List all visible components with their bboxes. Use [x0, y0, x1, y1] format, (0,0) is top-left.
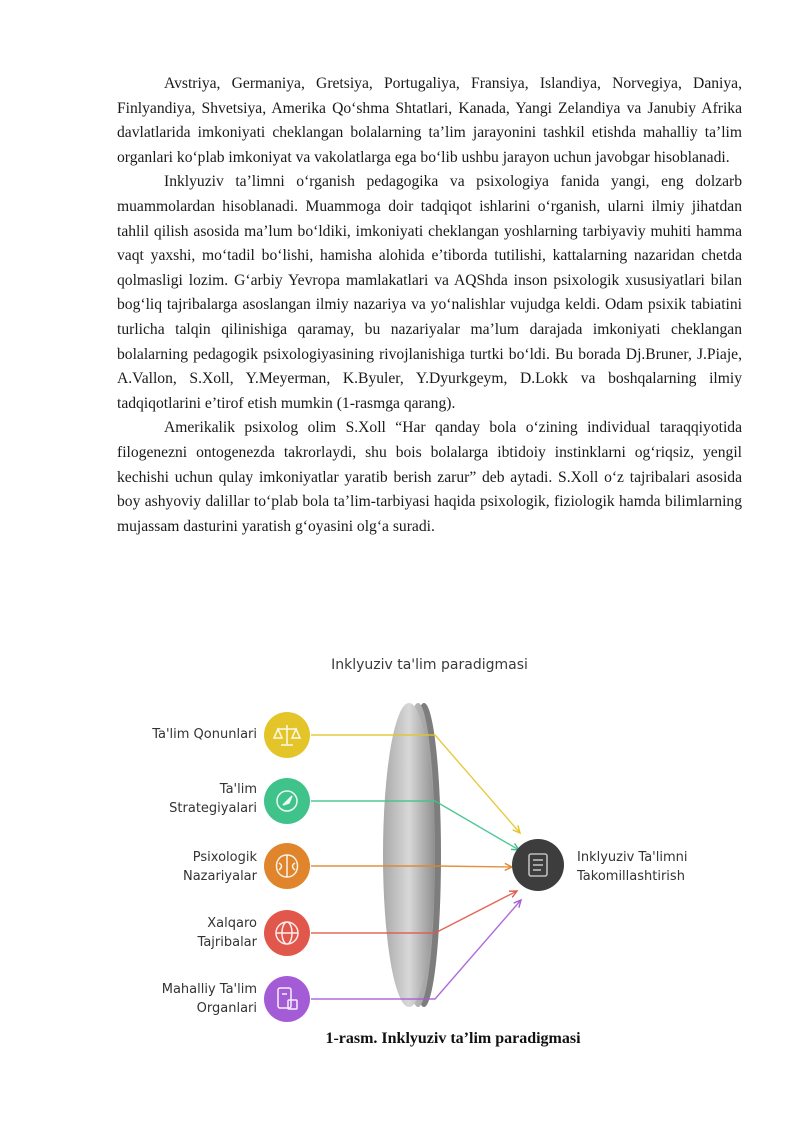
body-text [117, 72, 742, 539]
input-label-3: Psixologik Nazariyalar [182, 850, 257, 884]
input-nodes [264, 712, 310, 1022]
diagram-canvas [117, 652, 742, 1032]
paragraph-3: Amerikalik psixolog olim S.Xoll “Har qanday bola o‘zining individual taraqqiyotida filogenezni ontogenezda takrorlaydi, shu bois bolalarga ibtidoiy instinklarni og‘riqsiz, yengil kechishi uchun qulay imkoniyatlar yaratib berish zarur” deb aytadi. S.Xoll o‘z tajribalari asosida boy ashyoviy dalillar to‘plab bola ta’lim-tarbiyasi haqida psixologik, fiziologik hamda bilimlarning mujassam dasturini yaratish g‘oyasini olg‘a suradi. [117, 419, 742, 535]
input-label-5: Mahalliy Ta'lim Organlari [161, 982, 257, 1016]
input-label-4: Xalqaro Tajribalar [197, 916, 257, 950]
input-label-2: Ta'lim Strategiyalari [169, 782, 257, 816]
input-node-4 [264, 910, 310, 956]
lens-shape [383, 703, 441, 1007]
output-node [512, 839, 564, 891]
input-label-1: Ta'lim Qonunlari [152, 727, 257, 742]
paradigm-diagram [117, 652, 742, 1032]
output-label: Inklyuziv Ta'limni Takomillashtirish [577, 850, 688, 884]
input-node-1 [264, 712, 310, 758]
paragraph-1: Avstriya, Germaniya, Gretsiya, Portugaliya, Fransiya, Islandiya, Norvegiya, Daniya, Finlyandiya, Shvetsiya, Amerika Qo‘shma Shtatlari, Kanada, Yangi Zelandiya va Janubiy Afrika davlatlarida imkoniyati cheklangan bolalarning ta’lim jarayonini tashkil etishda mahalliy ta’lim organlari ko‘plab imkoniyat va vakolatlarga ega bo‘lib ushbu jarayon uchun javobgar hisoblanadi. [117, 75, 742, 166]
input-node-5 [264, 976, 310, 1022]
input-node-3 [264, 843, 310, 889]
diagram-title: Inklyuziv ta'lim paradigmasi [331, 657, 528, 673]
input-node-2 [264, 778, 310, 824]
paragraph-2: Inklyuziv ta’limni o‘rganish pedagogika va psixologiya fanida yangi, eng dolzarb muammolardan hisoblanadi. Muammoga doir tadqiqot ishlarini o‘rganish, ularni ilmiy jihatdan tahlil qilish asosida ma’lum bo‘ldiki, imkoniyati cheklangan yoshlarning tarbiyaviy muhiti hamma vaqt yaxshi, mo‘tadil bo‘lishi, hamisha alohida e’tiborda tutilishi, kattalarning nazaridan chetda qolmasligi lozim. G‘arbiy Yevropa mamlakatlari va AQShda inson psixologik xususiyatlari bilan bog‘liq tajribalarga asoslangan ilmiy nazariya va yo‘nalishlar vujudga keldi. Odam psixik tabiatini turlicha talqin qilinishiga qaramay, bu nazariyalar ma’lum darajada imkoniyati cheklangan bolalarning pedagogik psixologiyasining rivojlanishiga turtki bo‘ldi. Bu borada Dj.Bruner, J.Piaje, A.Vallon, S.Xoll, Y.Meyerman, K.Byuler, Y.Dyurkgeym, D.Lokk va boshqalarning ilmiy tadqiqotlarini e’tirof etish mumkin (1-rasmga qarang). [117, 173, 742, 412]
figure-caption: 1-rasm. Inklyuziv ta’lim paradigmasi [325, 1030, 581, 1047]
